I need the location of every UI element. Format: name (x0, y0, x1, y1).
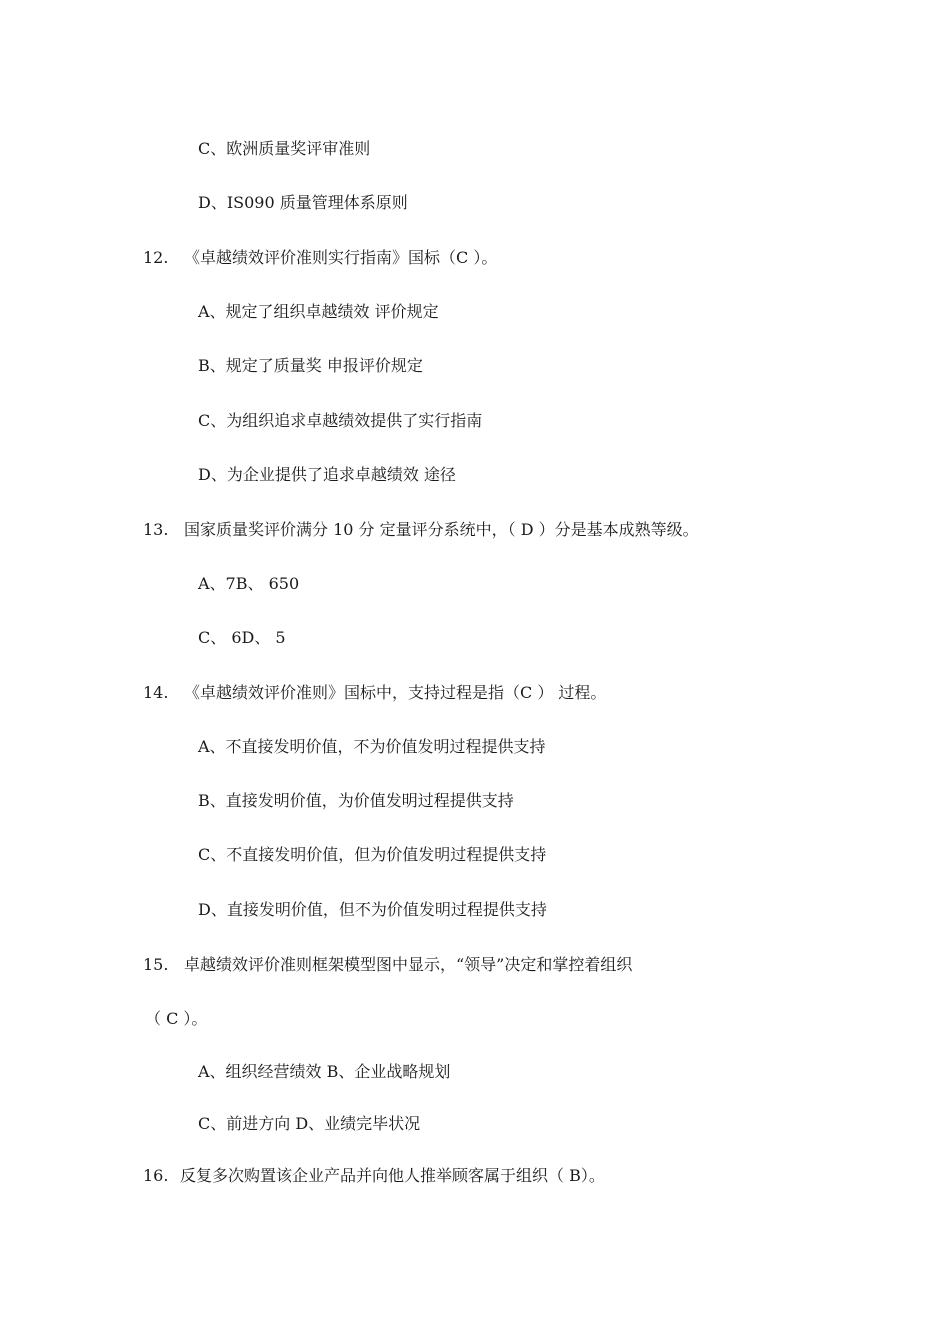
question-text: 反复多次购置该企业产品并向他人推举顾客属于组织（ B）。 (180, 1166, 605, 1185)
question-number: 15. (143, 955, 169, 974)
option-b: B、规定了质量奖 申报评价规定 (198, 356, 423, 375)
option-a-b: A、组织经营绩效 B、企业战略规划 (198, 1062, 451, 1081)
option-b: B、直接发明价值，为价值发明过程提供支持 (198, 791, 514, 810)
option-d: D、直接发明价值，但不为价值发明过程提供支持 (198, 900, 547, 919)
option-a-b: A、7B、 650 (198, 574, 300, 593)
option-c-d: C、前进方向 D、业绩完毕状况 (198, 1114, 421, 1133)
question-text: 国家质量奖评价满分 10 分 定量评分系统中，（ D ）分是基本成熟等级。 (184, 520, 699, 539)
question-text: 卓越绩效评价准则框架模型图中显示，“领导”决定和掌控着组织 (184, 955, 633, 974)
option-d: D、IS090 质量管理体系原则 (198, 193, 408, 212)
option-d: D、为企业提供了追求卓越绩效 途径 (198, 465, 456, 484)
question-text-continued: （ C ）。 (145, 1009, 208, 1028)
question-text: 《卓越绩效评价准则实行指南》国标（C ）。 (184, 248, 498, 267)
option-c: C、欧洲质量奖评审准则 (198, 139, 371, 158)
question-text: 《卓越绩效评价准则》国标中，支持过程是指（C ） 过程。 (184, 683, 607, 702)
question-number: 16. (143, 1166, 169, 1185)
question-number: 12. (143, 248, 169, 267)
question-number: 13. (143, 520, 169, 539)
question-number: 14. (143, 683, 169, 702)
option-c: C、不直接发明价值，但为价值发明过程提供支持 (198, 845, 547, 864)
option-c-d: C、 6D、 5 (198, 628, 286, 647)
option-a: A、规定了组织卓越绩效 评价规定 (198, 302, 439, 321)
option-c: C、为组织追求卓越绩效提供了实行指南 (198, 411, 483, 430)
option-a: A、不直接发明价值，不为价值发明过程提供支持 (198, 737, 546, 756)
